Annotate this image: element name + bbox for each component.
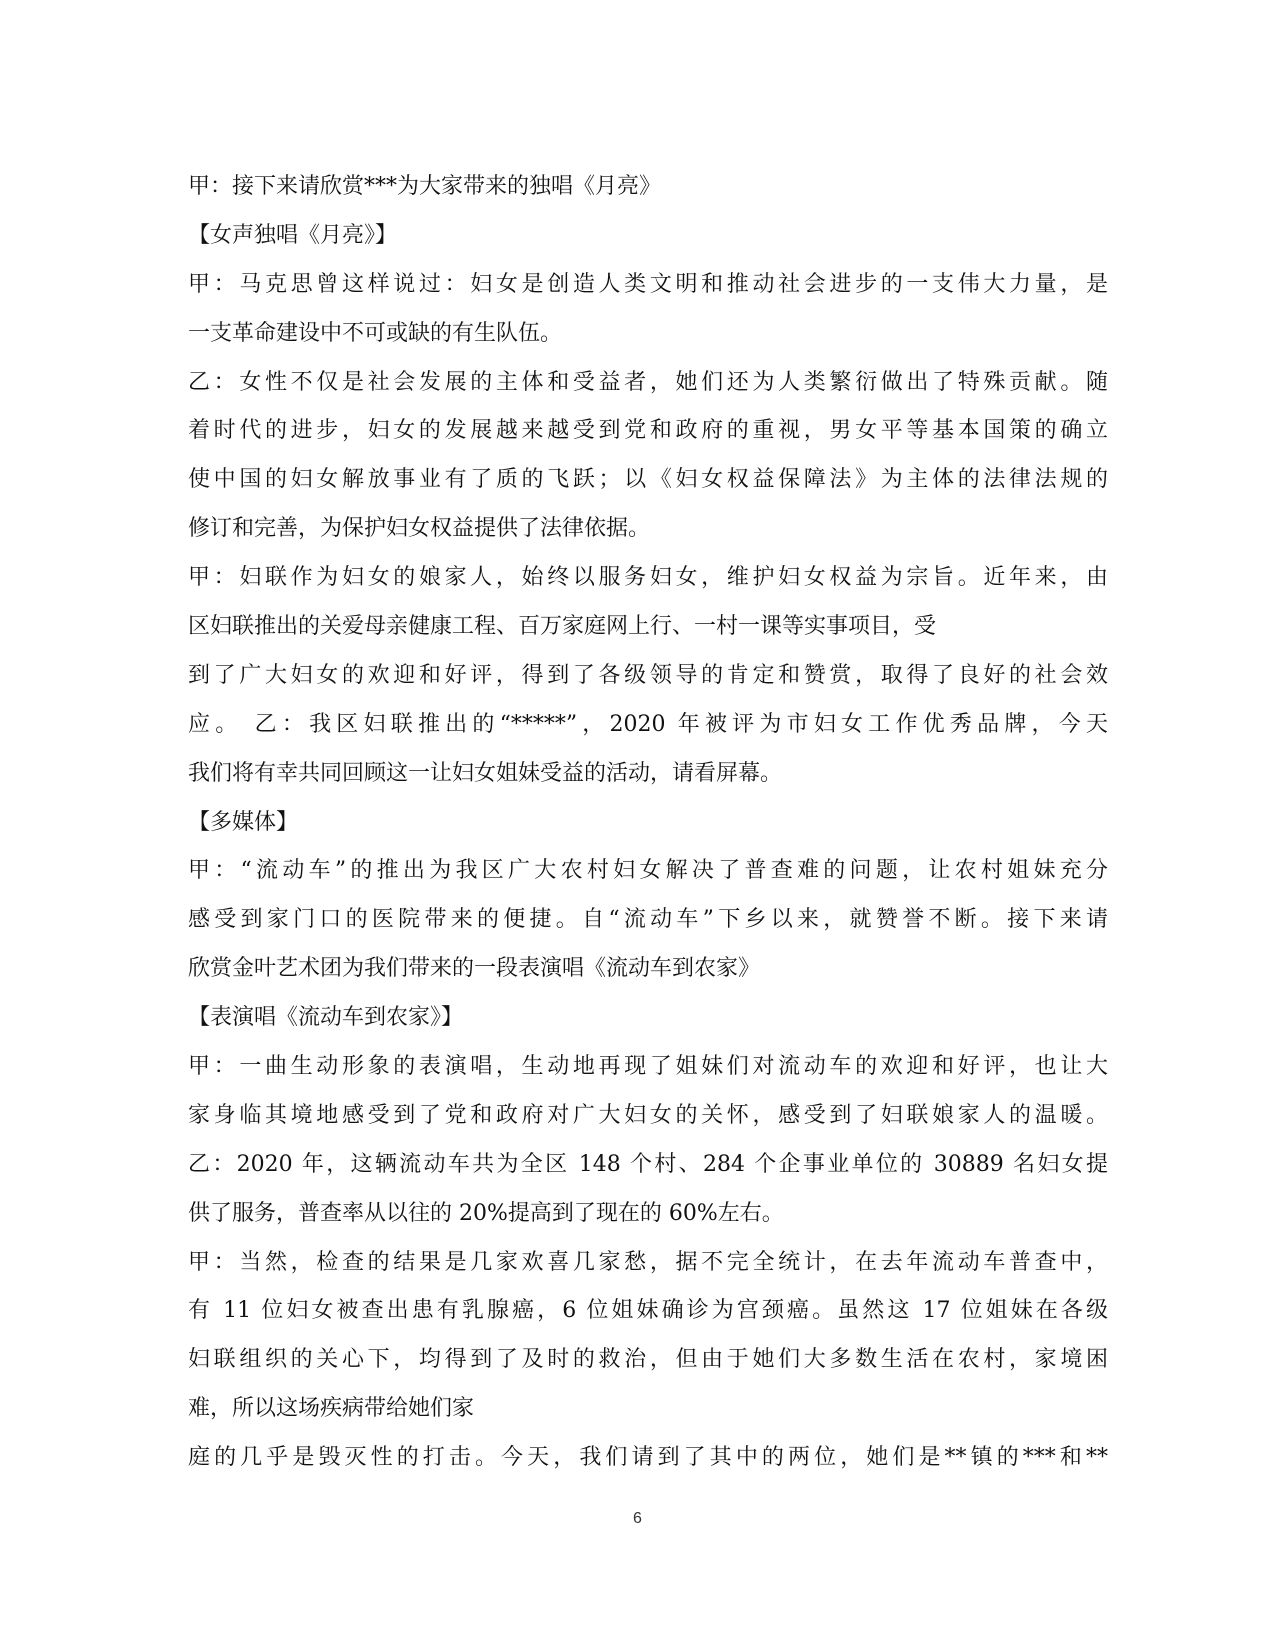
text-line: 乙：2020 年，这辆流动车共为全区 148 个村、284 个企事业单位的 30889 名妇女提 bbox=[188, 1151, 1108, 1177]
text-line: 难，所以这场疾病带给她们家 bbox=[188, 1396, 475, 1422]
text-line: 乙：女性不仅是社会发展的主体和受益者，她们还为人类繁衍做出了特殊贡献。随 bbox=[188, 369, 1108, 395]
text-line: 区妇联推出的关爱母亲健康工程、百万家庭网上行、一村一课等实事项目，受 bbox=[188, 614, 937, 640]
text-line: 甲：当然，检查的结果是几家欢喜几家愁，据不完全统计，在去年流动车普查中， bbox=[188, 1249, 1108, 1275]
text-line: 甲：“流动车”的推出为我区广大农村妇女解决了普查难的问题，让农村姐妹充分 bbox=[188, 858, 1108, 884]
text-line: 妇联组织的关心下，均得到了及时的救治，但由于她们大多数生活在农村，家境困 bbox=[188, 1347, 1108, 1373]
page-number: 6 bbox=[633, 1510, 642, 1527]
text-line: 家身临其境地感受到了党和政府对广大妇女的关怀，感受到了妇联娘家人的温暖。 bbox=[188, 1102, 1108, 1128]
text-line: 应。 乙：我区妇联推出的“*****”，2020 年被评为市妇女工作优秀品牌，今天 bbox=[188, 711, 1108, 737]
text-line: 【女声独唱《月亮》】 bbox=[188, 222, 398, 248]
text-line: 着时代的进步，妇女的发展越来越受到党和政府的重视，男女平等基本国策的确立 bbox=[188, 418, 1108, 444]
text-line: 使中国的妇女解放事业有了质的飞跃；以《妇女权益保障法》为主体的法律法规的 bbox=[188, 467, 1108, 493]
text-line: 我们将有幸共同回顾这一让妇女姐妹受益的活动，请看屏幕。 bbox=[188, 760, 783, 786]
text-line: 供了服务，普查率从以往的 20%提高到了现在的 60%左右。 bbox=[188, 1200, 784, 1226]
text-line: 甲：一曲生动形象的表演唱，生动地再现了姐妹们对流动车的欢迎和好评，也让大 bbox=[188, 1054, 1108, 1080]
text-line: 【多媒体】 bbox=[188, 809, 299, 835]
text-line: 修订和完善，为保护妇女权益提供了法律依据。 bbox=[188, 516, 651, 542]
text-line: 有 11 位妇女被查出患有乳腺癌，6 位姐妹确诊为宫颈癌。虽然这 17 位姐妹在各级 bbox=[188, 1298, 1108, 1324]
text-line: 甲：接下来请欣赏***为大家带来的独唱《月亮》 bbox=[188, 174, 662, 199]
document-body bbox=[188, 163, 1108, 1483]
text-line: 到了广大妇女的欢迎和好评，得到了各级领导的肯定和赞赏，取得了良好的社会效 bbox=[188, 662, 1108, 688]
text-line: 欣赏金叶艺术团为我们带来的一段表演唱《流动车到农家》 bbox=[188, 956, 761, 982]
text-line: 一支革命建设中不可或缺的有生队伍。 bbox=[188, 320, 563, 346]
text-line: 【表演唱《流动车到农家》】 bbox=[188, 1005, 464, 1031]
text-line: 感受到家门口的医院带来的便捷。自“流动车”下乡以来，就赞誉不断。接下来请 bbox=[188, 907, 1108, 933]
text-line: 甲：马克思曾这样说过：妇女是创造人类文明和推动社会进步的一支伟大力量，是 bbox=[188, 271, 1108, 297]
text-line: 甲：妇联作为妇女的娘家人，始终以服务妇女，维护妇女权益为宗旨。近年来，由 bbox=[188, 565, 1108, 591]
text-line: 庭的几乎是毁灭性的打击。今天，我们请到了其中的两位，她们是**镇的***和** bbox=[188, 1445, 1108, 1471]
